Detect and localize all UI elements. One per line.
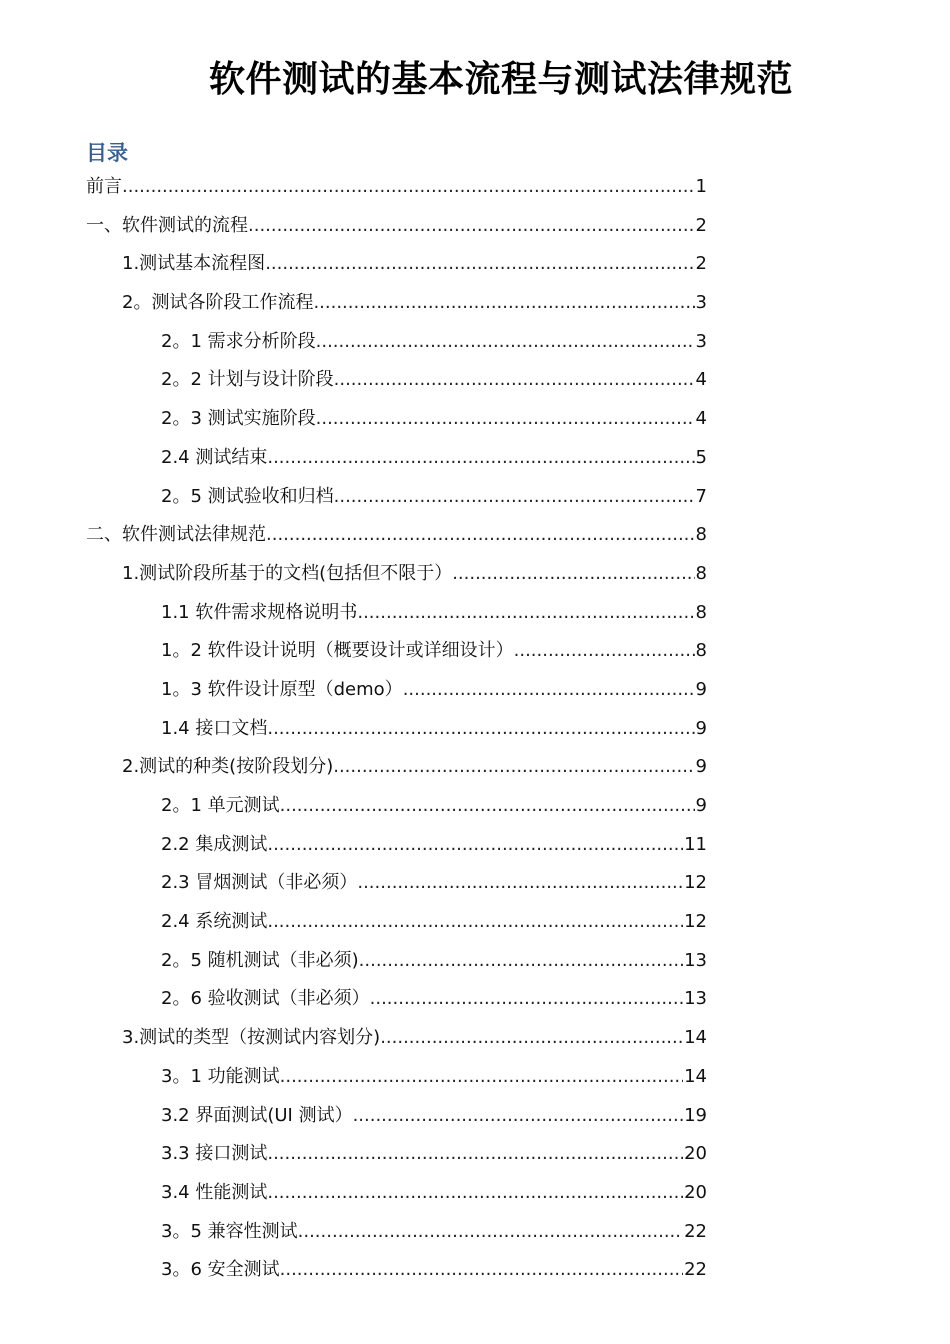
toc-entry-line[interactable] (161, 404, 707, 432)
toc-entry[interactable] (0, 667, 950, 706)
toc-dot-leader (280, 1066, 683, 1087)
toc-dot-leader (334, 369, 695, 390)
toc-entry[interactable] (0, 1209, 950, 1248)
toc-dot-leader (452, 563, 694, 584)
toc-entry-page-number: 22 (684, 1259, 707, 1281)
toc-entry[interactable] (0, 280, 950, 319)
toc-entry-line[interactable] (161, 1062, 707, 1090)
toc-entry-label: 3.3 接口测试 (161, 1143, 268, 1165)
toc-dot-leader (353, 1105, 684, 1126)
toc-entry-page-number: 19 (684, 1104, 707, 1126)
toc-entry-label: 2。2 计划与设计阶段 (161, 369, 334, 391)
toc-entry-page-number: 22 (684, 1220, 707, 1242)
toc-entry-line[interactable] (122, 752, 707, 780)
toc-dot-leader (514, 640, 695, 661)
toc-entry-page-number: 9 (695, 717, 707, 739)
toc-dot-leader (266, 524, 695, 545)
toc-entry-line[interactable] (86, 172, 707, 200)
toc-dot-leader (265, 253, 694, 274)
toc-entry[interactable] (0, 357, 950, 396)
toc-entry[interactable] (0, 628, 950, 667)
toc-dot-leader (334, 486, 695, 507)
toc-entry-label: 3。1 功能测试 (161, 1065, 280, 1087)
toc-entry-line[interactable] (161, 791, 707, 819)
toc-dot-leader (267, 718, 694, 739)
toc-dot-leader (370, 988, 683, 1009)
toc-entry-page-number: 9 (695, 678, 707, 700)
toc-entry-label: 1。3 软件设计原型（demo） (161, 678, 403, 700)
toc-entry-line[interactable] (161, 907, 707, 935)
toc-entry-page-number: 11 (684, 833, 707, 855)
toc-entry-label: 2。测试各阶段工作流程 (122, 292, 314, 314)
toc-entry-page-number: 8 (695, 562, 707, 584)
toc-entry-line[interactable] (122, 288, 707, 316)
toc-entry-label: 2。3 测试实施阶段 (161, 408, 316, 430)
toc-heading: 目录 (86, 141, 128, 165)
toc-dot-leader (359, 950, 683, 971)
toc-entry-line[interactable] (161, 830, 707, 858)
toc-entry-line[interactable] (161, 714, 707, 742)
toc-entry-line[interactable] (161, 675, 707, 703)
toc-dot-leader (122, 176, 695, 197)
toc-entry[interactable] (0, 1131, 950, 1170)
toc-entry[interactable] (0, 203, 950, 242)
toc-entry[interactable] (0, 319, 950, 358)
toc-entry-page-number: 13 (684, 988, 707, 1010)
toc-dot-leader (357, 872, 683, 893)
toc-dot-leader (380, 1027, 683, 1048)
toc-entry-page-number: 13 (684, 949, 707, 971)
toc-dot-leader (357, 602, 694, 623)
toc-dot-leader (316, 331, 695, 352)
toc-entry-label: 1.测试阶段所基于的文档(包括但不限于） (122, 562, 453, 584)
toc-entry[interactable] (0, 1054, 950, 1093)
toc-entry-label: 3。6 安全测试 (161, 1259, 280, 1281)
toc-entry-line[interactable] (161, 636, 707, 664)
toc-entry-line[interactable] (161, 327, 707, 355)
toc-entry-label: 3.测试的类型（按测试内容划分) (122, 1027, 381, 1049)
toc-entry-line[interactable] (161, 1178, 707, 1206)
toc-entry-label: 2.测试的种类(按阶段划分) (122, 756, 334, 778)
toc-entry-label: 2。6 验收测试（非必须） (161, 988, 370, 1010)
toc-entry-line[interactable] (161, 482, 707, 510)
toc-entry-page-number: 3 (695, 292, 707, 314)
toc-entry-page-number: 4 (695, 369, 707, 391)
toc-entry-page-number: 3 (695, 330, 707, 352)
toc-dot-leader (267, 834, 683, 855)
toc-entry[interactable] (0, 512, 950, 551)
toc-dot-leader (267, 1143, 683, 1164)
toc-entry-label: 2。1 需求分析阶段 (161, 330, 316, 352)
toc-entry[interactable] (0, 474, 950, 513)
toc-dot-leader (403, 679, 695, 700)
toc-entry-line[interactable] (161, 1217, 707, 1245)
toc-entry-label: 2.4 测试结束 (161, 446, 268, 468)
toc-entry-page-number: 5 (695, 446, 707, 468)
toc-dot-leader (313, 292, 694, 313)
toc-entry-label: 2.3 冒烟测试（非必须） (161, 872, 358, 894)
toc-entry-page-number: 20 (684, 1143, 707, 1165)
toc-entry[interactable] (0, 783, 950, 822)
toc-entry[interactable] (0, 590, 950, 629)
toc-entry[interactable] (0, 899, 950, 938)
toc-entry-line[interactable] (86, 211, 707, 239)
toc-entry[interactable] (0, 164, 950, 203)
toc-entry-line[interactable] (161, 365, 707, 393)
toc-entry-label: 二、软件测试法律规范 (86, 524, 266, 546)
toc-entry[interactable] (0, 396, 950, 435)
toc-entry-label: 1。2 软件设计说明（概要设计或详细设计） (161, 640, 514, 662)
toc-entry[interactable] (0, 822, 950, 861)
toc-entry[interactable] (0, 938, 950, 977)
toc-entry[interactable] (0, 1170, 950, 1209)
document-title: 软件测试的基本流程与测试法律规范 (208, 59, 793, 100)
toc-entry-line[interactable] (161, 443, 707, 471)
toc-entry-line[interactable] (122, 1023, 707, 1051)
toc-entry-line[interactable] (161, 1255, 707, 1283)
toc-entry-page-number: 14 (684, 1027, 707, 1049)
toc-entry-page-number: 8 (695, 640, 707, 662)
toc-entry[interactable] (0, 1093, 950, 1132)
toc-entry-label: 1.测试基本流程图 (122, 253, 266, 275)
toc-entry-line[interactable] (161, 1101, 707, 1129)
toc-entry[interactable] (0, 744, 950, 783)
toc-entry-page-number: 4 (695, 408, 707, 430)
toc-entry-line[interactable] (86, 520, 707, 548)
toc-entry-label: 2.2 集成测试 (161, 833, 268, 855)
toc-dot-leader (248, 215, 695, 236)
toc-dot-leader (333, 756, 694, 777)
toc-entry-label: 一、软件测试的流程 (86, 214, 248, 236)
toc-dot-leader (280, 795, 695, 816)
toc-entry-label: 3.2 界面测试(UI 测试） (161, 1104, 353, 1126)
toc-entry[interactable] (0, 435, 950, 474)
toc-entry[interactable] (0, 1247, 950, 1286)
toc-entry-label: 1.1 软件需求规格说明书 (161, 601, 358, 623)
toc-entry-label: 2.4 系统测试 (161, 911, 268, 933)
toc-entry-page-number: 7 (695, 485, 707, 507)
toc-entry-line[interactable] (122, 249, 707, 277)
toc-entry-label: 3.4 性能测试 (161, 1181, 268, 1203)
toc-entry[interactable] (0, 1015, 950, 1054)
toc-dot-leader (316, 408, 695, 429)
toc-entry-page-number: 8 (695, 601, 707, 623)
toc-dot-leader (280, 1259, 683, 1280)
toc-entry-page-number: 14 (684, 1065, 707, 1087)
toc-dot-leader (267, 1182, 683, 1203)
toc-entry-page-number: 8 (695, 524, 707, 546)
toc-entry[interactable] (0, 241, 950, 280)
toc-entry-label: 2。5 测试验收和归档 (161, 485, 334, 507)
toc-entry-page-number: 2 (695, 253, 707, 275)
toc-entry-label: 前言 (86, 176, 122, 197)
toc-dot-leader (267, 447, 694, 468)
toc-entry-line[interactable] (122, 559, 707, 587)
toc-entry-label: 2。1 单元测试 (161, 795, 280, 816)
toc-entry-page-number: 1 (695, 176, 707, 197)
toc-entry-label: 3。5 兼容性测试 (161, 1220, 298, 1242)
toc-entry-line[interactable] (161, 1139, 707, 1167)
toc-entry[interactable] (0, 976, 950, 1015)
toc-entry[interactable] (0, 706, 950, 745)
toc-entry-page-number: 9 (695, 756, 707, 778)
toc-entry-page-number: 12 (684, 911, 707, 933)
toc-entry-page-number: 2 (695, 214, 707, 236)
toc-entry[interactable] (0, 860, 950, 899)
toc-entry-line[interactable] (161, 868, 707, 896)
toc-entry-label: 1.4 接口文档 (161, 717, 268, 739)
toc-entry-page-number: 20 (684, 1181, 707, 1203)
table-of-contents (0, 164, 950, 1286)
toc-entry-line[interactable] (161, 598, 707, 626)
toc-entry-label: 2。5 随机测试（非必须) (161, 949, 359, 971)
toc-entry-page-number: 12 (684, 872, 707, 894)
toc-entry-page-number: 9 (695, 795, 707, 816)
toc-dot-leader (298, 1221, 683, 1242)
toc-entry-line[interactable] (161, 946, 707, 974)
toc-entry-line[interactable] (161, 984, 707, 1012)
toc-entry[interactable] (0, 551, 950, 590)
toc-dot-leader (267, 911, 683, 932)
